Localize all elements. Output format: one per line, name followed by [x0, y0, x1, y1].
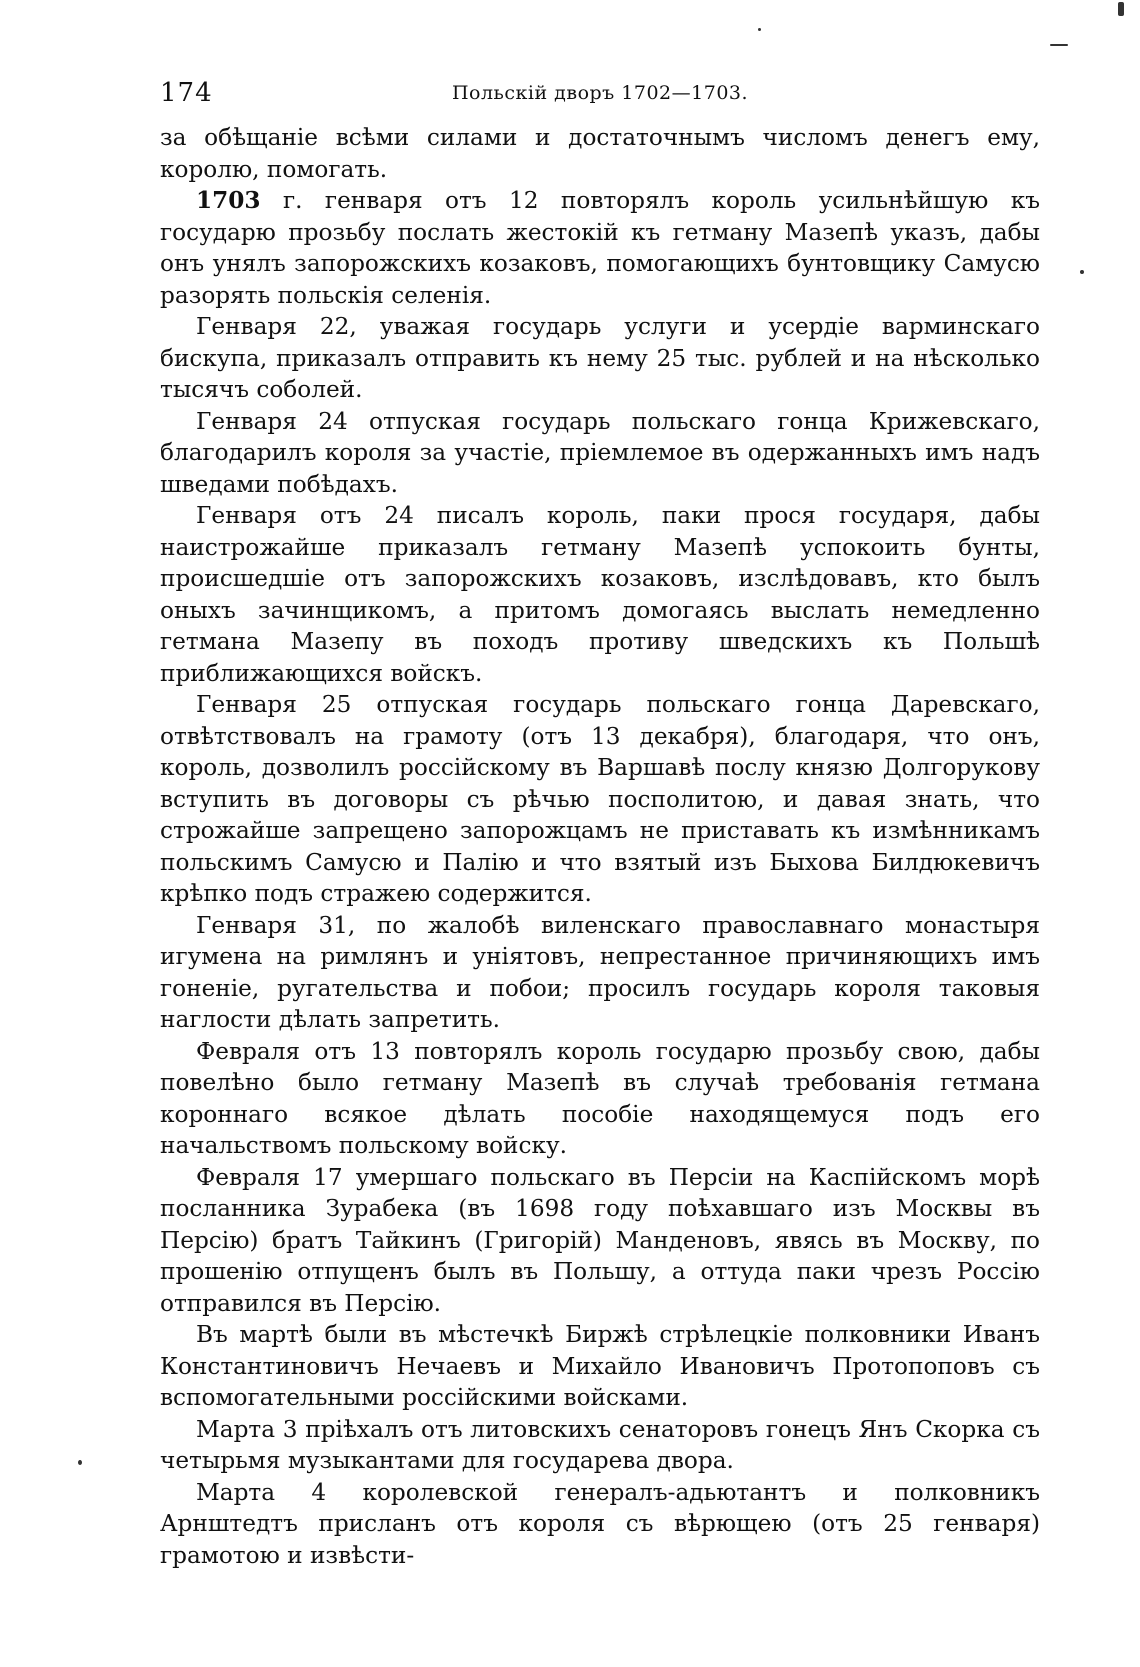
paragraph-text: Февраля отъ 13 повторялъ король государю прозьбу свою, дабы повелѣно было гетману Мазепѣ въ случаѣ требованія гетмана короннаго всякое дѣлать пособіе находящемуся подъ его начальствомъ польскому войску. [160, 1037, 1040, 1159]
paragraph-text: Генваря 24 отпуская государь польскаго гонца Крижевскаго, благодарилъ короля за участіе, пріемлемое въ одержанныхъ имъ надъ шведами побѣдахъ. [160, 407, 1040, 498]
scan-speck [758, 28, 761, 31]
paragraph [160, 122, 1040, 185]
paragraph-text: Февраля 17 умершаго польскаго въ Персіи на Каспійскомъ морѣ посланника Зурабека (въ 1698 году поѣхавшаго изъ Москвы въ Персію) братъ Тайкинъ (Григорій) Манденовъ, явясь въ Москву, по прошенію отпущенъ былъ въ Польшу, а оттуда паки чрезъ Россію отправился въ Персію. [160, 1163, 1040, 1317]
paragraph-text: Въ мартѣ были въ мѣстечкѣ Биржѣ стрѣлецкіе полковники Иванъ Константиновичъ Нечаевъ и Михайло Ивановичъ Протопоповъ съ вспомогательными россійскими войсками. [160, 1321, 1040, 1411]
page-number: 174 [160, 78, 213, 108]
paragraph-text: Генваря отъ 24 писалъ король, паки прося государя, дабы наистрожайше приказалъ гетману Мазепѣ успокоить бунты, происшедшіе отъ запорожскихъ козаковъ, изслѣдовавъ, кто былъ оныхъ зачинщикомъ, а притомъ домогаясь выслать немедленно гетмана Мазепу въ походъ противу шведскихъ къ Польшѣ приближающихся войскъ. [160, 502, 1040, 687]
paragraph-text: Генваря 22, уважая государь услуги и усердіе варминскаго бискупа, приказалъ отправить къ нему 25 тыс. рублей и на нѣсколько тысячъ соболей. [160, 313, 1040, 403]
paragraph-text: Генваря 25 отпуская государь польскаго гонца Даревскаго, отвѣтствовалъ на грамоту (отъ 13 декабря), благодаря, что онъ, король, дозволилъ россійскому въ Варшавѣ послу князю Долгорукову вступить въ договоры съ рѣчью посполитою, и давая знать, что строжайше запрещено запорожцамъ не приставать къ измѣнникамъ польскимъ Самусю и Палію и что взятый изъ Быхова Билдюкевичъ крѣпко подъ стражею содержится. [160, 691, 1040, 907]
paragraph [160, 1162, 1040, 1320]
paragraph-text: Генваря 31, по жалобѣ виленскаго православнаго монастыря игумена на римлянъ и уніятовъ, непрестанное причиняющихъ имъ гоненіе, ругательства и побои; просилъ государь короля таковыя наглости дѣлать запретить. [160, 911, 1040, 1033]
paragraph-text: Марта 4 королевской генералъ-адьютантъ и полковникъ Арнштедтъ присланъ отъ короля съ вѣрющею (отъ 25 генваря) грамотою и извѣсти- [160, 1478, 1040, 1569]
year-lead: 1703 [196, 187, 261, 214]
paragraph [160, 500, 1040, 689]
paragraph [160, 689, 1040, 910]
paragraph [160, 1477, 1040, 1572]
scan-speck [78, 1460, 82, 1465]
paragraph [160, 406, 1040, 501]
paragraph [160, 311, 1040, 406]
scan-speck [1050, 44, 1068, 46]
paragraph-text: за обѣщаніе всѣми силами и достаточнымъ числомъ денегъ ему, королю, помогать. [160, 124, 1040, 183]
paragraph [160, 1319, 1040, 1414]
paragraph-text: г. генваря отъ 12 повторялъ король усильнѣйшую къ государю прозьбу послать жестокій къ гетману Мазепѣ указъ, дабы онъ унялъ запорожскихъ козаковъ, помогающихъ бунтовщику Самусю разорять польскія селенія. [160, 187, 1040, 309]
paragraph [160, 1036, 1040, 1162]
scan-speck [1080, 270, 1084, 274]
paragraph [160, 1414, 1040, 1477]
paragraph-text: Марта 3 пріѣхалъ отъ литовскихъ сенаторовъ гонецъ Янъ Скорка съ четырьмя музыкантами для государева двора. [160, 1415, 1040, 1474]
paragraph [160, 910, 1040, 1036]
paragraph [160, 185, 1040, 311]
body-text [160, 122, 1040, 1571]
running-head: Польскій дворъ 1702—1703. [451, 82, 749, 104]
scan-speck [1118, 2, 1124, 16]
page-header [160, 78, 1040, 114]
